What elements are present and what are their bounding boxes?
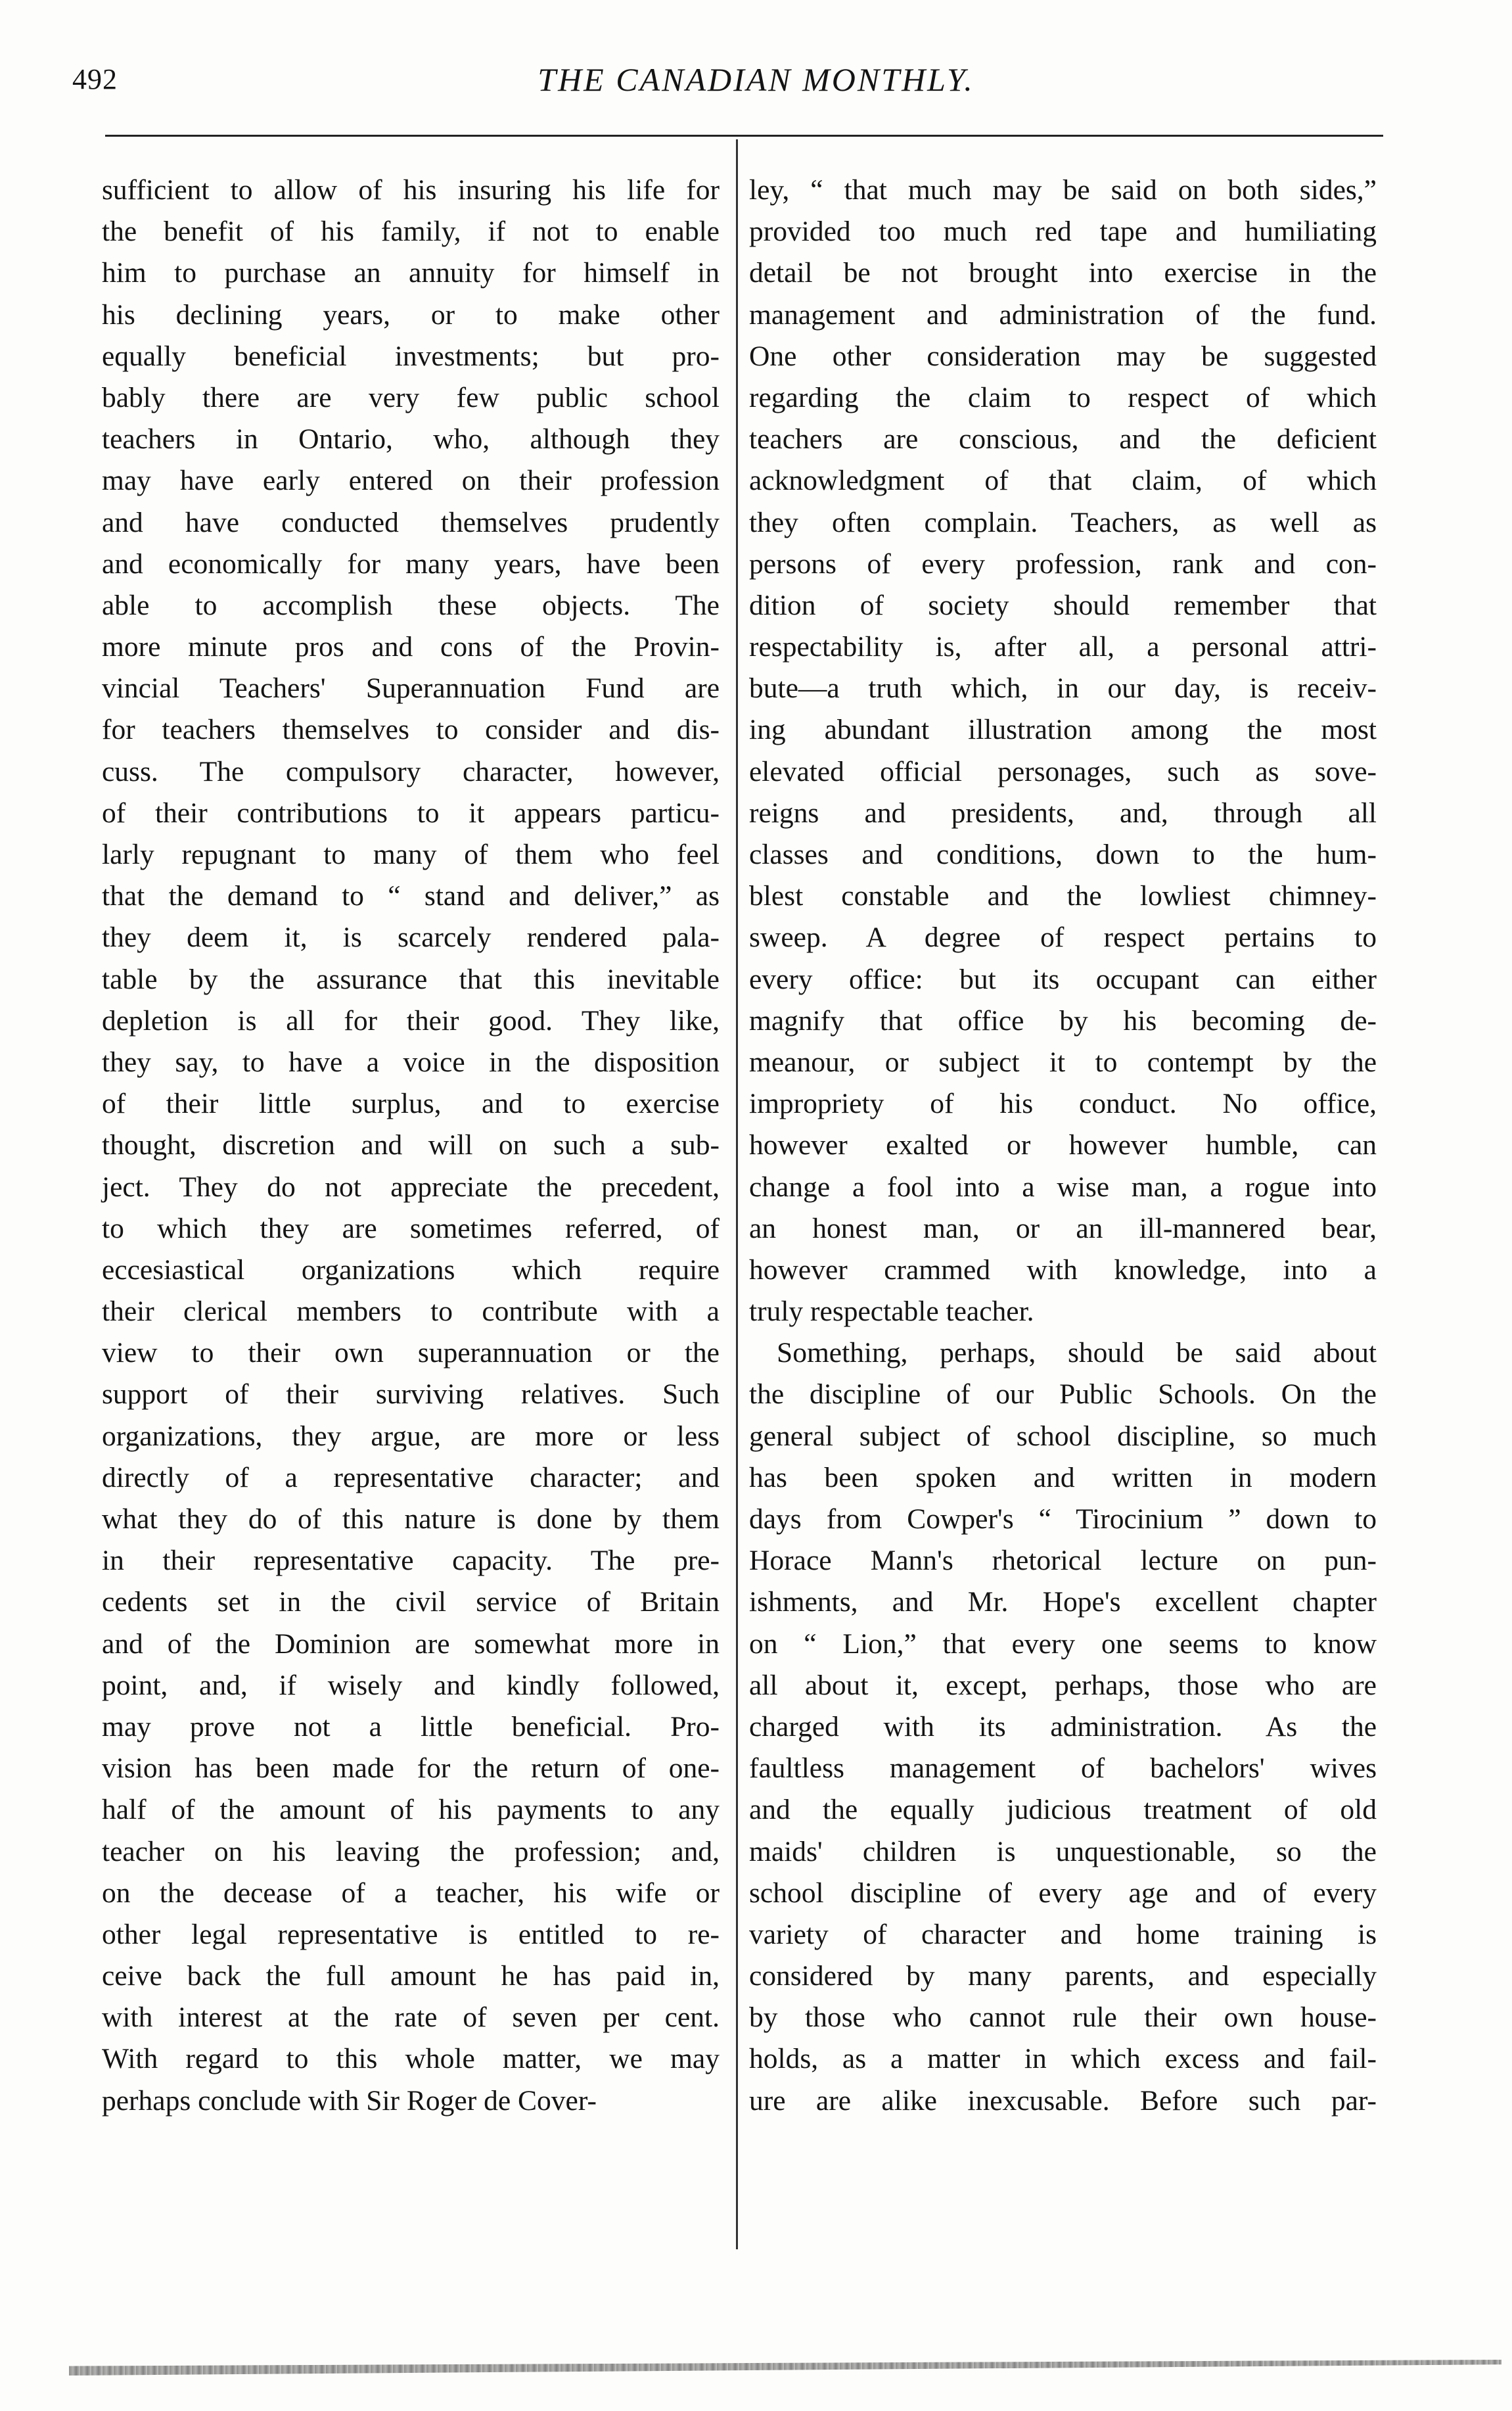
text-line: all about it, except, perhaps, those who are: [749, 1669, 1377, 1701]
text-line: may have early entered on their profession: [102, 465, 720, 497]
page-bottom-edge: [69, 2360, 1501, 2376]
text-line: general subject of school discipline, so much: [749, 1420, 1377, 1452]
text-line: with interest at the rate of seven per cent.: [102, 2001, 720, 2034]
text-line: truly respectable teacher.: [749, 1296, 1034, 1328]
running-title: THE CANADIAN MONTHLY.: [538, 61, 974, 98]
text-line: eccesiastical organizations which require: [102, 1253, 720, 1286]
column-rule: [736, 139, 738, 2249]
text-line: his declining years, or to make other: [102, 298, 720, 331]
text-line: teacher on his leaving the profession; and,: [102, 1835, 720, 1867]
text-line: persons of every profession, rank and con-: [749, 548, 1377, 580]
text-line: ceive back the full amount he has paid in,: [102, 1960, 720, 1992]
text-line: table by the assurance that this inevitable: [102, 963, 720, 995]
text-line: vincial Teachers' Superannuation Fund are: [102, 672, 720, 705]
text-line: vision has been made for the return of one-: [102, 1752, 720, 1785]
text-line: directly of a representative character; and: [102, 1461, 720, 1493]
text-line: may prove not a little beneficial. Pro-: [102, 1710, 720, 1743]
text-line: they often complain. Teachers, as well as: [749, 506, 1377, 538]
text-line: has been spoken and written in modern: [749, 1461, 1377, 1493]
text-line: With regard to this whole matter, we may: [102, 2043, 720, 2075]
text-line: acknowledgment of that claim, of which: [749, 465, 1377, 497]
text-line: dition of society should remember that: [749, 589, 1377, 621]
text-line: their clerical members to contribute with a: [102, 1296, 720, 1328]
text-line: detail be not brought into exercise in the: [749, 257, 1377, 289]
text-line: and economically for many years, have been: [102, 548, 720, 580]
text-line: that the demand to “ stand and deliver,” as: [102, 880, 720, 912]
text-line: days from Cowper's “ Tirocinium ” down to: [749, 1503, 1377, 1535]
text-line: holds, as a matter in which excess and fail-: [749, 2043, 1377, 2075]
text-line: change a fool into a wise man, a rogue into: [749, 1171, 1377, 1203]
text-line: of their little surplus, and to exercise: [102, 1088, 720, 1120]
header-rule: [105, 135, 1383, 137]
text-line: blest constable and the lowliest chimney-: [749, 880, 1377, 912]
text-line: to which they are sometimes referred, of: [102, 1212, 720, 1244]
text-line: ing abundant illustration among the most: [749, 714, 1377, 746]
text-line: maids' children is unquestionable, so the: [749, 1835, 1377, 1867]
text-line: able to accomplish these objects. The: [102, 589, 720, 621]
text-line: ject. They do not appreciate the precedent,: [102, 1171, 720, 1203]
text-line: reigns and presidents, and, through all: [749, 797, 1377, 829]
text-line: they say, to have a voice in the disposition: [102, 1046, 720, 1078]
text-line: in their representative capacity. The pre-: [102, 1545, 720, 1577]
text-line: however crammed with knowledge, into a: [749, 1253, 1377, 1286]
text-line: view to their own superannuation or the: [102, 1337, 720, 1369]
text-line: bute—a truth which, in our day, is receiv-: [749, 672, 1377, 705]
page-number: 492: [72, 63, 118, 95]
text-line: for teachers themselves to consider and dis-: [102, 714, 720, 746]
text-line: the benefit of his family, if not to enable: [102, 216, 720, 248]
text-line: the discipline of our Public Schools. On the: [749, 1378, 1377, 1411]
text-line: they deem it, is scarcely rendered pala-: [102, 922, 720, 954]
text-line: on the decease of a teacher, his wife or: [102, 1877, 720, 1909]
text-line: respectability is, after all, a personal attri-: [749, 631, 1377, 663]
text-line: provided too much red tape and humiliating: [749, 216, 1377, 248]
text-line: organizations, they argue, are more or less: [102, 1420, 720, 1452]
text-line: and have conducted themselves prudently: [102, 506, 720, 538]
text-line: larly repugnant to many of them who feel: [102, 839, 720, 870]
text-line: support of their surviving relatives. Such: [102, 1378, 720, 1411]
text-line: what they do of this nature is done by them: [102, 1503, 720, 1535]
text-line: considered by many parents, and especially: [749, 1960, 1377, 1992]
text-line: other legal representative is entitled to re-: [102, 1918, 720, 1950]
text-line: elevated official personages, such as sove-: [749, 755, 1377, 787]
text-line: teachers are conscious, and the deficient: [749, 423, 1377, 456]
text-line: ley, “ that much may be said on both sides,”: [749, 174, 1377, 206]
text-line: equally beneficial investments; but pro-: [102, 340, 720, 372]
text-line: management and administration of the fund.: [749, 298, 1377, 331]
text-line: regarding the claim to respect of which: [749, 381, 1377, 413]
text-line: however exalted or however humble, can: [749, 1129, 1377, 1161]
text-line: classes and conditions, down to the hum-: [749, 839, 1377, 870]
text-line: ishments, and Mr. Hope's excellent chapter: [749, 1586, 1377, 1618]
text-line: more minute pros and cons of the Provin-: [102, 631, 720, 663]
text-line: sufficient to allow of his insuring his life for: [102, 174, 720, 206]
text-line: and of the Dominion are somewhat more in: [102, 1627, 720, 1660]
text-line: every office: but its occupant can either: [749, 963, 1377, 995]
text-line: on “ Lion,” that every one seems to know: [749, 1627, 1377, 1660]
text-line: him to purchase an annuity for himself in: [102, 257, 720, 289]
text-line: an honest man, or an ill-mannered bear,: [749, 1212, 1377, 1244]
text-line: perhaps conclude with Sir Roger de Cover-: [102, 2084, 597, 2117]
text-line: cuss. The compulsory character, however,: [102, 755, 720, 787]
text-line: sweep. A degree of respect pertains to: [749, 922, 1377, 954]
text-line: cedents set in the civil service of Britain: [102, 1586, 720, 1618]
text-line: One other consideration may be suggested: [749, 340, 1377, 372]
text-line: magnify that office by his becoming de-: [749, 1004, 1377, 1037]
text-line: Horace Mann's rhetorical lecture on pun-: [749, 1545, 1377, 1577]
text-line: faultless management of bachelors' wives: [749, 1752, 1377, 1785]
text-line: school discipline of every age and of every: [749, 1877, 1377, 1909]
text-line: Something, perhaps, should be said about: [777, 1337, 1377, 1369]
text-line: charged with its administration. As the: [749, 1710, 1377, 1743]
text-line: meanour, or subject it to contempt by the: [749, 1046, 1377, 1078]
text-line: variety of character and home training is: [749, 1918, 1377, 1950]
text-line: impropriety of his conduct. No office,: [749, 1088, 1377, 1120]
text-line: of their contributions to it appears particu-: [102, 797, 720, 829]
left-column: [102, 170, 720, 2122]
text-line: teachers in Ontario, who, although they: [102, 423, 720, 456]
right-column: [749, 170, 1377, 2122]
text-line: bably there are very few public school: [102, 381, 720, 413]
text-line: by those who cannot rule their own house-: [749, 2001, 1377, 2034]
text-line: depletion is all for their good. They like,: [102, 1004, 720, 1037]
text-line: point, and, if wisely and kindly followed,: [102, 1669, 720, 1701]
text-line: ure are alike inexcusable. Before such par-: [749, 2084, 1377, 2117]
text-line: thought, discretion and will on such a sub-: [102, 1129, 720, 1161]
text-line: half of the amount of his payments to any: [102, 1794, 720, 1826]
text-line: and the equally judicious treatment of old: [749, 1794, 1377, 1826]
